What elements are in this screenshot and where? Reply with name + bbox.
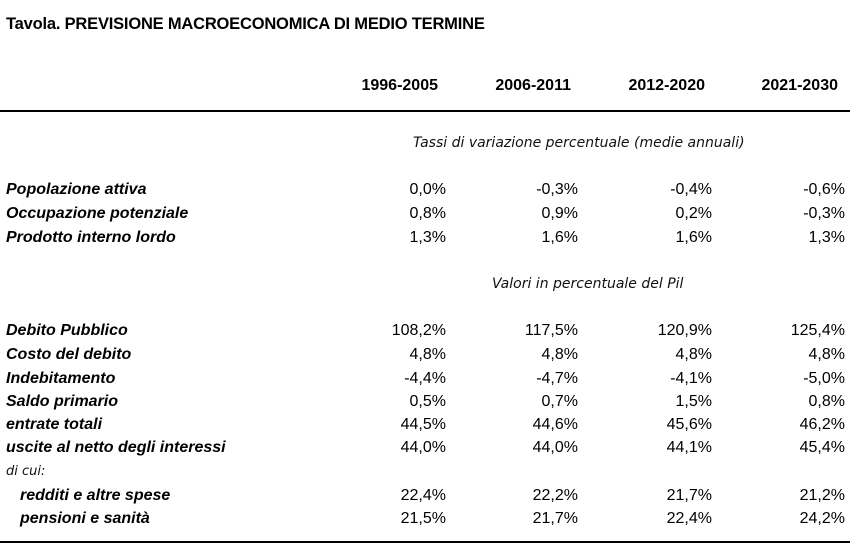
- table-row: [0, 370, 850, 394]
- cell-value: 44,0%: [532, 439, 578, 456]
- table-row: [0, 416, 850, 440]
- cell-value: 22,4%: [666, 510, 712, 527]
- table-row: [0, 487, 850, 511]
- cell-value: 1,6%: [675, 229, 712, 246]
- cell-value: 44,1%: [666, 439, 712, 456]
- row-label: pensioni e sanità: [20, 510, 150, 527]
- cell-value: 4,8%: [808, 346, 845, 363]
- cell-value: -4,7%: [536, 370, 578, 387]
- table-row: [0, 510, 850, 534]
- row-label: Occupazione potenziale: [6, 205, 189, 222]
- column-header-2006-2011: 2006-2011: [495, 77, 571, 94]
- cell-value: 1,3%: [409, 229, 446, 246]
- cell-value: 0,9%: [541, 205, 578, 222]
- of-which-note: di cui:: [6, 464, 46, 479]
- cell-value: 1,3%: [808, 229, 845, 246]
- cell-value: -5,0%: [803, 370, 845, 387]
- row-label: Popolazione attiva: [6, 181, 147, 198]
- cell-value: -4,1%: [670, 370, 712, 387]
- column-header-1996-2005: 1996-2005: [361, 77, 438, 94]
- cell-value: 44,0%: [400, 439, 446, 456]
- table-title: Tavola. PREVISIONE MACROECONOMICA DI MEDIO TERMINE: [6, 15, 485, 33]
- table-row: [0, 322, 850, 346]
- cell-value: -0,4%: [670, 181, 712, 198]
- cell-value: 0,8%: [409, 205, 446, 222]
- cell-value: 22,4%: [400, 487, 446, 504]
- cell-value: 21,7%: [666, 487, 712, 504]
- table-row: [0, 205, 850, 229]
- cell-value: 44,6%: [532, 416, 578, 433]
- cell-value: -0,3%: [536, 181, 578, 198]
- table-row: [0, 439, 850, 463]
- cell-value: 0,7%: [541, 393, 578, 410]
- row-label: Costo del debito: [6, 346, 132, 363]
- cell-value: 1,6%: [541, 229, 578, 246]
- row-label: entrate totali: [6, 416, 103, 433]
- cell-value: 4,8%: [541, 346, 578, 363]
- row-label: Indebitamento: [6, 370, 116, 387]
- row-label: redditi e altre spese: [20, 487, 171, 504]
- footer-rule: [0, 541, 850, 543]
- cell-value: 0,5%: [409, 393, 446, 410]
- row-label: Saldo primario: [6, 393, 119, 410]
- row-label: Prodotto interno lordo: [6, 229, 176, 246]
- cell-value: 22,2%: [532, 487, 578, 504]
- row-label: uscite al netto degli interessi: [6, 439, 226, 456]
- cell-value: 21,2%: [799, 487, 845, 504]
- cell-value: 21,5%: [400, 510, 446, 527]
- cell-value: 0,2%: [675, 205, 712, 222]
- cell-value: 44,5%: [400, 416, 446, 433]
- cell-value: 45,6%: [666, 416, 712, 433]
- cell-value: 117,5%: [524, 322, 578, 339]
- row-label: Debito Pubblico: [6, 322, 128, 339]
- table-row: [0, 229, 850, 253]
- cell-value: 0,8%: [808, 393, 845, 410]
- column-header-2012-2020: 2012-2020: [628, 77, 705, 94]
- cell-value: -0,3%: [803, 205, 845, 222]
- cell-value: 120,9%: [657, 322, 712, 339]
- cell-value: 108,2%: [391, 322, 446, 339]
- table-row: [0, 181, 850, 205]
- cell-value: 0,0%: [409, 181, 446, 198]
- section-caption-growth-rates: Tassi di variazione percentuale (medie annuali): [413, 135, 745, 151]
- cell-value: 125,4%: [790, 322, 845, 339]
- cell-value: 4,8%: [675, 346, 712, 363]
- cell-value: 45,4%: [799, 439, 845, 456]
- section-caption-gdp-share: Valori in percentuale del Pil: [492, 276, 684, 292]
- column-header-2021-2030: 2021-2030: [761, 77, 838, 94]
- cell-value: 1,5%: [675, 393, 712, 410]
- cell-value: 46,2%: [799, 416, 845, 433]
- cell-value: -0,6%: [803, 181, 845, 198]
- cell-value: 24,2%: [799, 510, 845, 527]
- cell-value: 4,8%: [409, 346, 446, 363]
- cell-value: 21,7%: [532, 510, 578, 527]
- header-rule: [0, 110, 850, 112]
- table-row: [0, 393, 850, 417]
- cell-value: -4,4%: [404, 370, 446, 387]
- table-row: [0, 346, 850, 370]
